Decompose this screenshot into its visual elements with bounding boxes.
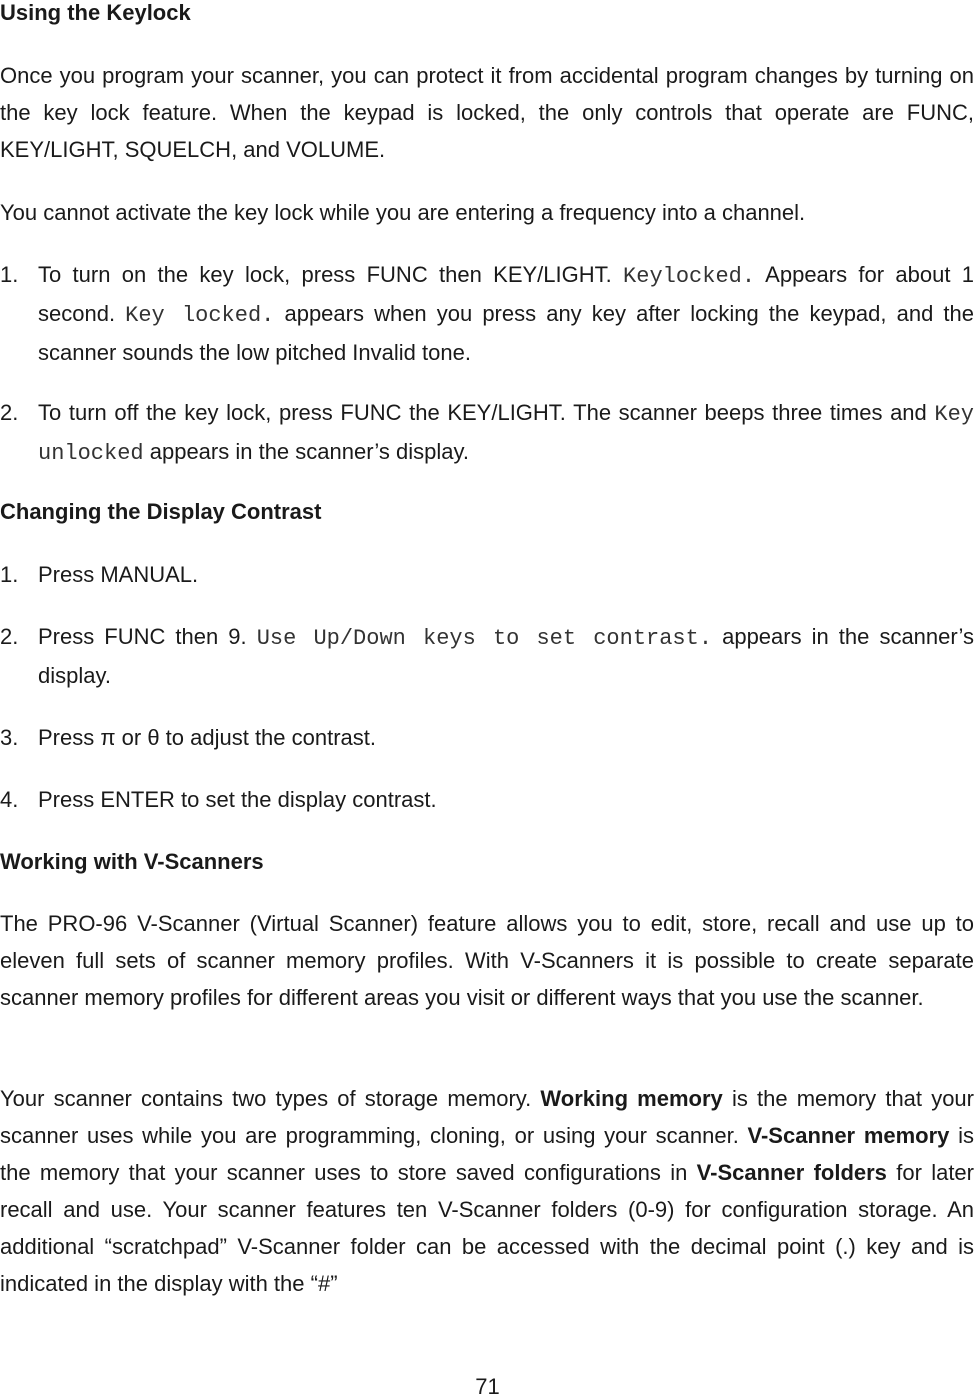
step-text: Press MANUAL.: [38, 562, 199, 587]
term-vscanner-memory: V-Scanner memory: [747, 1123, 950, 1148]
step-number: 4.: [0, 787, 19, 812]
keylock-intro-paragraph: Once you program your scanner, you can protect it from accidental program changes by turning on the key lock feature. When the keypad is locked, the only controls that operate are FUNC, KEY/LIGHT, SQUELCH, and VOLUME.: [0, 63, 974, 162]
step-text-segment: Appears for about 1 second.: [38, 262, 974, 326]
paragraph-segment: is the memory that your scanner uses while you are programming, cloning, or using your scanner.: [0, 1086, 974, 1148]
page-number: 71: [475, 1374, 500, 1399]
keylock-step-1: [0, 256, 974, 371]
keylock-heading: Using the Keylock: [0, 0, 191, 25]
step-text-segment: To turn on the key lock, press FUNC then KEY/LIGHT.: [38, 262, 624, 287]
display-message: Keylocked.: [623, 264, 756, 289]
vscanners-paragraph-2: [0, 1080, 974, 1302]
paragraph-segment: is the memory that your scanner uses to store saved configurations in: [0, 1123, 975, 1185]
contrast-step-3: [0, 719, 974, 756]
step-text: [38, 618, 974, 694]
keylock-note-paragraph: You cannot activate the key lock while you are entering a frequency into a channel.: [0, 200, 806, 225]
step-number: 2.: [0, 624, 19, 649]
step-number: 3.: [0, 725, 19, 750]
step-number: 1.: [0, 262, 19, 287]
step-text-segment: appears in the scanner’s display.: [38, 624, 975, 688]
keylock-step-2: [0, 394, 974, 472]
term-vscanner-folders: V-Scanner folders: [696, 1160, 887, 1185]
contrast-step-4: [0, 781, 974, 818]
contrast-step-2: [0, 618, 974, 694]
display-message: Key unlocked: [38, 402, 974, 466]
paragraph-segment: for later recall and use. Your scanner features ten V-Scanner folders (0-9) for configuration storage. An additional “scratchpad” V-Scanner folder can be accessed with the decimal point (.) key and is indicated in the display with the “#”: [0, 1160, 974, 1296]
step-text: Press π or θ to adjust the contrast.: [38, 725, 377, 750]
step-text-segment: Press FUNC then 9.: [38, 624, 257, 649]
paragraph-segment: Your scanner contains two types of storage memory.: [0, 1086, 541, 1111]
step-number: 1.: [0, 562, 19, 587]
display-message: Use Up/Down keys to set contrast.: [256, 626, 713, 651]
vscanners-heading: Working with V-Scanners: [0, 849, 264, 874]
display-message: Key locked.: [125, 303, 275, 328]
step-text-segment: appears in the scanner’s display.: [143, 439, 469, 464]
step-text: Press ENTER to set the display contrast.: [38, 787, 437, 812]
step-text: [38, 256, 974, 371]
contrast-heading: Changing the Display Contrast: [0, 499, 322, 524]
step-text-segment: To turn off the key lock, press FUNC the KEY/LIGHT. The scanner beeps three times and: [38, 400, 935, 425]
contrast-step-1: [0, 556, 974, 593]
step-text-segment: appears when you press any key after locking the keypad, and the scanner sounds the low pitched Invalid tone.: [38, 301, 974, 365]
term-working-memory: Working memory: [540, 1086, 723, 1111]
step-number: 2.: [0, 400, 19, 425]
step-text: [38, 394, 974, 472]
vscanners-paragraph-1: The PRO-96 V-Scanner (Virtual Scanner) feature allows you to edit, store, recall and use up to eleven full sets of scanner memory profiles. With V-Scanners it is possible to create separate scanner memory profiles for different areas you visit or different ways that you use the scanner.: [0, 911, 974, 1010]
